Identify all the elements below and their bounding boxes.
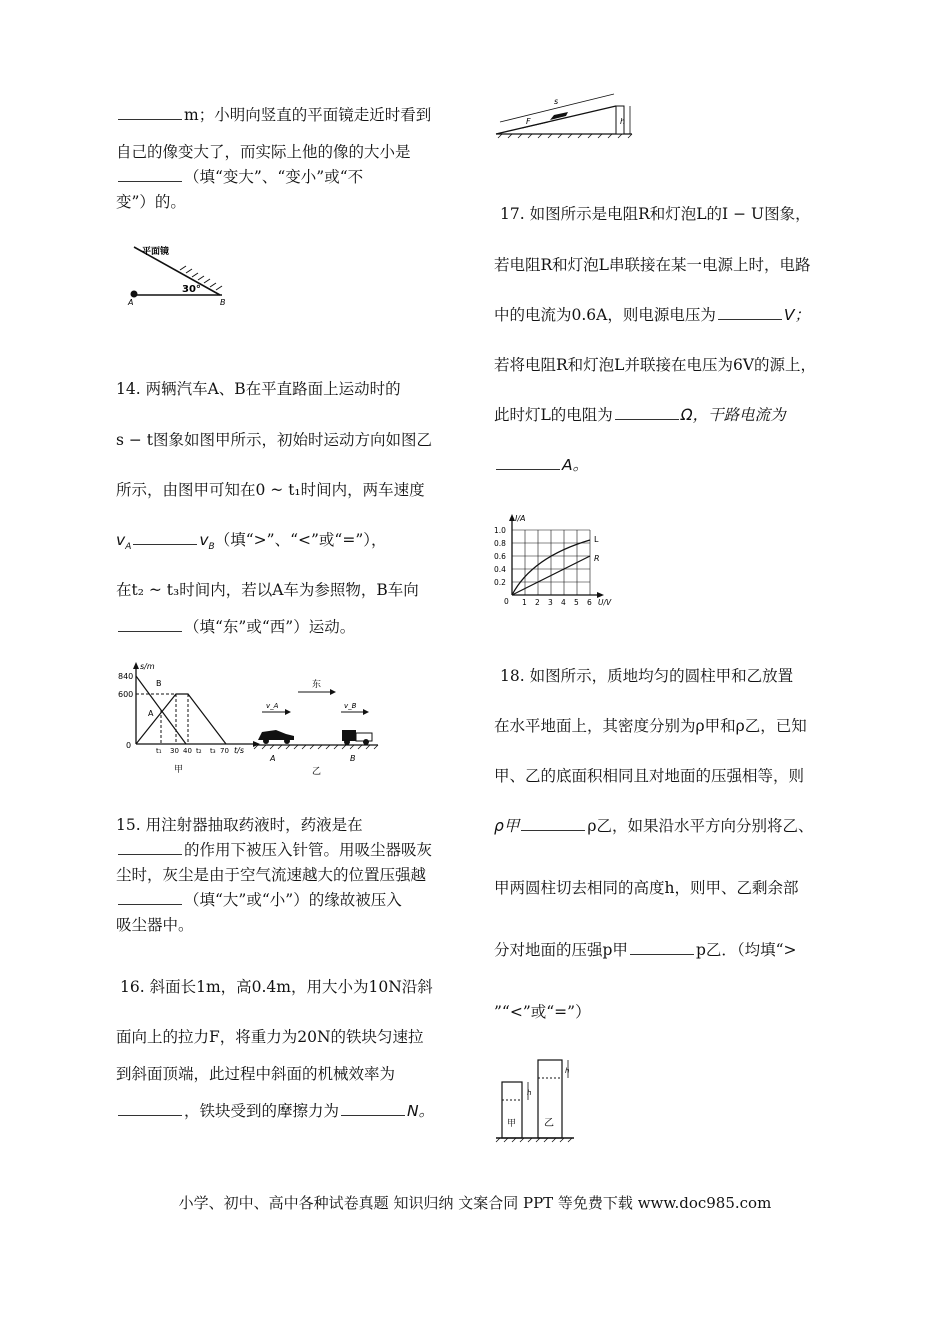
caption-jia: 甲 xyxy=(174,765,184,775)
svg-text:4: 4 xyxy=(561,598,566,607)
answer-blank[interactable] xyxy=(496,457,560,470)
q17-unit: V； xyxy=(783,306,810,324)
q18-line-5: 甲两圆柱切去相同的高度h，则甲、乙剩余部 xyxy=(494,879,799,897)
answer-blank[interactable] xyxy=(118,619,182,632)
curve-a-label: A xyxy=(148,709,154,718)
xtick: t₃ xyxy=(210,747,216,755)
answer-blank[interactable] xyxy=(118,1103,182,1116)
tick-840: 840 xyxy=(118,672,134,681)
car-b-label: B xyxy=(350,754,356,763)
incline-surface xyxy=(496,106,616,134)
xtick: t₁ xyxy=(156,747,162,755)
xtick: 40 xyxy=(183,747,192,755)
q14-line-2: s − t图象如图甲所示，初始时运动方向如图乙 xyxy=(116,431,433,449)
q15-line-3: 尘时，灰尘是由于空气流速越大的位置压强越 xyxy=(116,866,427,884)
q18-line-1: 18. 如图所示，质地均匀的圆柱甲和乙放置 xyxy=(500,667,794,685)
q17-line-2: 若电阻R和灯泡L串联接在某一电源上时，电路 xyxy=(494,256,811,274)
answer-blank[interactable] xyxy=(615,407,679,420)
q17-line-6 xyxy=(494,453,588,475)
q15-line-5: 吸尘器中。 xyxy=(116,916,194,934)
q18-line-4 xyxy=(494,814,813,836)
q18-text: 分对地面的压强p甲 xyxy=(494,941,628,959)
q16-line-4 xyxy=(116,1099,434,1121)
q15-text: 的作用下被压入针管。用吸尘器吸灰 xyxy=(184,841,433,859)
svg-text:6: 6 xyxy=(587,598,592,607)
q18-line-2: 在水平地面上，其密度分别为ρ甲和ρ乙，已知 xyxy=(494,717,807,735)
q18-line-6 xyxy=(494,938,797,960)
angle-label: 30° xyxy=(182,284,201,295)
svg-text:0: 0 xyxy=(504,597,509,606)
caption-yi: 乙 xyxy=(312,767,322,775)
curve-b-label: B xyxy=(156,679,162,688)
h-label: h xyxy=(565,1067,570,1075)
q18-text: p乙．（均填“> xyxy=(695,941,797,959)
yi-label: 乙 xyxy=(544,1118,554,1129)
answer-blank[interactable] xyxy=(133,532,197,545)
rho-jia: ρ甲 xyxy=(494,817,520,835)
cylinder-jia xyxy=(502,1082,522,1138)
label-a: A xyxy=(128,298,134,307)
mirror-label: 平面镜 xyxy=(142,247,170,257)
f-label: F xyxy=(526,117,531,126)
answer-blank[interactable] xyxy=(521,818,585,831)
xtick: t₂ xyxy=(196,747,202,755)
curve-l-label: L xyxy=(594,535,599,544)
q13-line-4: 变”）的。 xyxy=(116,193,186,211)
v-a-sub: A xyxy=(125,542,132,553)
jia-label: 甲 xyxy=(507,1119,517,1129)
q18-line-7: ”“<”或“=”） xyxy=(494,1003,591,1021)
curve-r-label: R xyxy=(594,554,600,563)
va-label: v_A xyxy=(266,702,279,710)
answer-blank[interactable] xyxy=(118,107,182,120)
q13-text: （填“变大”、“变小”或“不 xyxy=(184,168,364,186)
y-arrow xyxy=(133,662,139,669)
q18-text: ρ乙，如果沿水平方向分别将乙、 xyxy=(587,817,814,835)
q13-line-3 xyxy=(116,165,363,187)
answer-blank[interactable] xyxy=(118,892,182,905)
answer-blank[interactable] xyxy=(718,307,782,320)
point-a xyxy=(131,291,138,298)
x-label: t/s xyxy=(234,746,244,755)
q15-line-4 xyxy=(116,888,402,910)
y-label: s/m xyxy=(140,662,155,671)
answer-blank[interactable] xyxy=(630,942,694,955)
q16-line-3: 到斜面顶端，此过程中斜面的机械效率为 xyxy=(116,1065,396,1083)
answer-blank[interactable] xyxy=(118,169,182,182)
iu-graph-figure xyxy=(492,512,627,610)
cylinders-figure xyxy=(492,1056,582,1144)
q14-line-1: 14. 两辆汽车A、B在平直路面上运动时的 xyxy=(116,380,401,398)
x-label: U/V xyxy=(598,598,612,607)
q16-line-2: 面向上的拉力F，将重力为20N的铁块匀速拉 xyxy=(116,1028,424,1046)
q14-line-3: 所示，由图甲可知在0 ~ t₁时间内，两车速度 xyxy=(116,481,425,499)
q17-unit: A。 xyxy=(562,456,589,474)
h-label: h xyxy=(527,1089,532,1097)
q16-unit: N。 xyxy=(407,1102,435,1120)
s-label: s xyxy=(554,97,559,106)
q15-text: （填“大”或“小”）的缘故被压入 xyxy=(184,891,402,909)
svg-text:1: 1 xyxy=(522,598,527,607)
east-label: 东 xyxy=(312,680,322,690)
q13-line-1 xyxy=(116,103,431,125)
incline-figure xyxy=(492,86,642,140)
v-b: v xyxy=(199,531,209,549)
q14-line-5: 在t₂ ~ t₃时间内，若以A车为参照物，B车向 xyxy=(116,581,419,599)
v-a: v xyxy=(116,531,126,549)
svg-text:5: 5 xyxy=(574,598,579,607)
answer-blank[interactable] xyxy=(341,1103,405,1116)
svg-text:1.0: 1.0 xyxy=(494,526,506,535)
tick-600: 600 xyxy=(118,690,134,699)
y-label: I/A xyxy=(515,514,526,523)
q14-text: （填“东”或“西”）运动。 xyxy=(184,618,356,636)
q17-line-1: 17. 如图所示是电阻R和灯泡L的I − U图象， xyxy=(500,205,811,223)
tick-0: 0 xyxy=(126,741,132,750)
q14-text: （填“>”、“<”或“=”）， xyxy=(214,531,387,549)
svg-text:2: 2 xyxy=(535,598,540,607)
car-a-label: A xyxy=(270,754,276,763)
q18-line-3: 甲、乙的底面积相同且对地面的压强相等，则 xyxy=(494,767,805,785)
q17-line-4: 若将电阻R和灯泡L并联接在电压为6V的源上， xyxy=(494,356,817,374)
page-footer: 小学、初中、高中各种试卷真题 知识归纳 文案合同 PPT 等免费下载 www.doc985.com xyxy=(178,1194,772,1212)
q15-line-2 xyxy=(116,838,432,860)
answer-blank[interactable] xyxy=(118,842,182,855)
svg-text:0.6: 0.6 xyxy=(494,552,506,561)
svg-text:0.2: 0.2 xyxy=(494,578,506,587)
q13-text: m；小明向竖直的平面镜走近时看到 xyxy=(184,106,432,124)
vb-label: v_B xyxy=(344,702,357,710)
q17-line-3 xyxy=(494,303,810,325)
svg-text:0.8: 0.8 xyxy=(494,539,506,548)
st-graph-figure xyxy=(116,660,386,775)
q13-line-2: 自己的像变大了，而实际上他的像的大小是 xyxy=(116,143,411,161)
label-b: B xyxy=(220,298,226,307)
svg-text:3: 3 xyxy=(548,598,553,607)
v-b-sub: B xyxy=(208,542,215,553)
xtick: 70 xyxy=(220,747,229,755)
xtick: 30 xyxy=(170,747,179,755)
q16-line-1: 16. 斜面长1m，高0.4m，用大小为10N沿斜 xyxy=(120,978,433,996)
q17-line-5 xyxy=(494,403,786,425)
q17-text: Ω，干路电流为 xyxy=(680,406,786,424)
truck-b xyxy=(342,730,356,741)
q15-line-1: 15. 用注射器抽取药液时，药液是在 xyxy=(116,816,363,834)
svg-text:0.4: 0.4 xyxy=(494,565,506,574)
h-label: h xyxy=(620,117,626,126)
mirror-figure xyxy=(120,242,235,308)
q14-line-6 xyxy=(116,615,355,637)
q17-text: 此时灯L的电阻为 xyxy=(494,406,613,424)
q16-text: ，铁块受到的摩擦力为 xyxy=(184,1102,340,1120)
q17-text: 中的电流为0.6A，则电源电压为 xyxy=(494,306,716,324)
q14-line-4 xyxy=(116,528,387,552)
